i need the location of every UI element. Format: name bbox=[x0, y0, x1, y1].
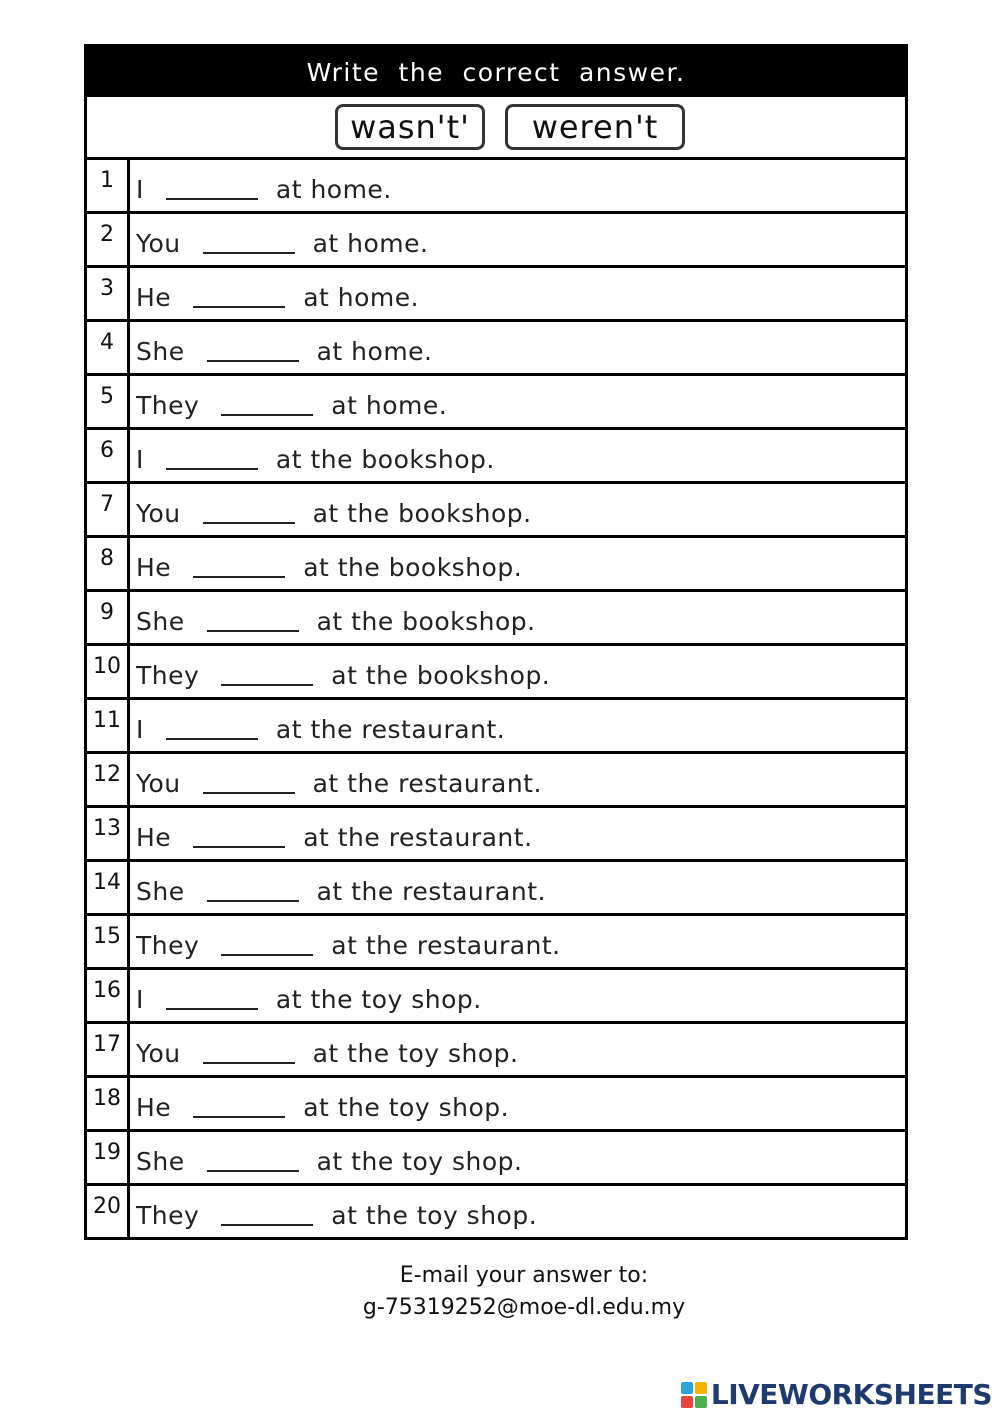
question-number: 5 bbox=[87, 376, 130, 427]
question-row bbox=[87, 646, 905, 700]
question-sentence bbox=[130, 592, 905, 643]
question-row bbox=[87, 1132, 905, 1186]
sentence-rest: at the bookshop. bbox=[312, 499, 532, 528]
question-number: 12 bbox=[87, 754, 130, 805]
sentence-subject: You bbox=[136, 499, 181, 528]
sentence-rest: at the restaurant. bbox=[275, 715, 506, 744]
sentence-subject: He bbox=[136, 1093, 172, 1122]
sentence-rest: at the bookshop. bbox=[275, 445, 495, 474]
question-number: 6 bbox=[87, 430, 130, 481]
question-row bbox=[87, 700, 905, 754]
answer-blank[interactable] bbox=[207, 612, 299, 632]
sentence-rest: at home. bbox=[275, 175, 392, 204]
brand-logo bbox=[681, 1378, 992, 1411]
question-row bbox=[87, 916, 905, 970]
sentence-subject: He bbox=[136, 553, 172, 582]
question-row bbox=[87, 376, 905, 430]
question-list bbox=[87, 160, 905, 1237]
answer-blank[interactable] bbox=[207, 1152, 299, 1172]
question-sentence bbox=[130, 538, 905, 589]
sentence-subject: You bbox=[136, 769, 181, 798]
answer-blank[interactable] bbox=[221, 1206, 313, 1226]
answer-blank[interactable] bbox=[203, 504, 295, 524]
sentence-subject: You bbox=[136, 1039, 181, 1068]
question-row bbox=[87, 970, 905, 1024]
sentence-rest: at home. bbox=[331, 391, 448, 420]
question-sentence bbox=[130, 808, 905, 859]
sentence-rest: at the restaurant. bbox=[303, 823, 533, 852]
word-bank-option-wasnt[interactable]: wasn't' bbox=[335, 104, 485, 150]
sentence-rest: at home. bbox=[316, 337, 433, 366]
question-sentence bbox=[130, 970, 905, 1021]
answer-blank[interactable] bbox=[221, 396, 313, 416]
question-row bbox=[87, 592, 905, 646]
sentence-subject: I bbox=[136, 175, 144, 204]
sentence-rest: at the toy shop. bbox=[303, 1093, 510, 1122]
question-number: 1 bbox=[87, 160, 130, 211]
worksheet bbox=[84, 44, 908, 1240]
sentence-subject: I bbox=[136, 985, 144, 1014]
liveworksheets-logo-icon bbox=[681, 1382, 707, 1408]
question-number: 2 bbox=[87, 214, 130, 265]
question-sentence bbox=[130, 376, 905, 427]
answer-blank[interactable] bbox=[193, 828, 285, 848]
question-sentence bbox=[130, 1132, 905, 1183]
question-row bbox=[87, 1024, 905, 1078]
sentence-subject: She bbox=[136, 877, 185, 906]
footer-email: g-75319252@moe-dl.edu.my bbox=[362, 1295, 686, 1320]
question-row bbox=[87, 484, 905, 538]
footer bbox=[0, 1260, 1000, 1324]
sentence-subject: They bbox=[136, 1201, 200, 1230]
question-number: 11 bbox=[87, 700, 130, 751]
answer-blank[interactable] bbox=[166, 450, 258, 470]
question-sentence bbox=[130, 268, 905, 319]
answer-blank[interactable] bbox=[193, 558, 285, 578]
footer-instruction: E-mail your answer to: bbox=[399, 1263, 649, 1288]
question-number: 19 bbox=[87, 1132, 130, 1183]
question-number: 16 bbox=[87, 970, 130, 1021]
answer-blank[interactable] bbox=[203, 774, 295, 794]
question-sentence bbox=[130, 754, 905, 805]
sentence-subject: She bbox=[136, 1147, 185, 1176]
sentence-rest: at the restaurant. bbox=[312, 769, 542, 798]
question-row bbox=[87, 754, 905, 808]
sentence-subject: I bbox=[136, 715, 144, 744]
question-sentence bbox=[130, 862, 905, 913]
word-bank-option-werent[interactable]: weren't bbox=[505, 104, 685, 150]
question-row bbox=[87, 160, 905, 214]
word-bank bbox=[87, 97, 905, 160]
question-number: 7 bbox=[87, 484, 130, 535]
logo-square bbox=[681, 1382, 693, 1394]
sentence-subject: He bbox=[136, 283, 172, 312]
sentence-subject: I bbox=[136, 445, 144, 474]
question-sentence bbox=[130, 646, 905, 697]
sentence-subject: She bbox=[136, 337, 185, 366]
answer-blank[interactable] bbox=[193, 1098, 285, 1118]
question-sentence bbox=[130, 322, 905, 373]
question-row bbox=[87, 538, 905, 592]
sentence-rest: at home. bbox=[312, 229, 429, 258]
sentence-rest: at home. bbox=[303, 283, 420, 312]
sentence-rest: at the toy shop. bbox=[316, 1147, 523, 1176]
question-row bbox=[87, 1078, 905, 1132]
sentence-subject: He bbox=[136, 823, 172, 852]
question-number: 14 bbox=[87, 862, 130, 913]
question-number: 3 bbox=[87, 268, 130, 319]
question-number: 17 bbox=[87, 1024, 130, 1075]
question-row bbox=[87, 430, 905, 484]
sentence-rest: at the bookshop. bbox=[316, 607, 536, 636]
question-sentence bbox=[130, 700, 905, 751]
question-sentence bbox=[130, 1186, 905, 1237]
sentence-rest: at the toy shop. bbox=[331, 1201, 538, 1230]
question-number: 8 bbox=[87, 538, 130, 589]
answer-blank[interactable] bbox=[221, 936, 313, 956]
question-row bbox=[87, 268, 905, 322]
question-number: 20 bbox=[87, 1186, 130, 1237]
question-sentence bbox=[130, 214, 905, 265]
question-sentence bbox=[130, 430, 905, 481]
question-sentence bbox=[130, 484, 905, 535]
sentence-rest: at the toy shop. bbox=[312, 1039, 519, 1068]
question-row bbox=[87, 808, 905, 862]
sentence-rest: at the restaurant. bbox=[331, 931, 561, 960]
sentence-subject: You bbox=[136, 229, 181, 258]
logo-square bbox=[681, 1396, 693, 1408]
brand-name: LIVEWORKSHEETS bbox=[710, 1378, 992, 1411]
logo-square bbox=[695, 1396, 707, 1408]
sentence-rest: at the bookshop. bbox=[303, 553, 523, 582]
answer-blank[interactable] bbox=[207, 342, 299, 362]
question-number: 9 bbox=[87, 592, 130, 643]
answer-blank[interactable] bbox=[166, 990, 258, 1010]
question-row bbox=[87, 214, 905, 268]
question-sentence bbox=[130, 160, 905, 211]
sentence-subject: They bbox=[136, 391, 200, 420]
question-sentence bbox=[130, 1078, 905, 1129]
worksheet-title: Write the correct answer. bbox=[87, 47, 905, 97]
answer-blank[interactable] bbox=[203, 234, 295, 254]
answer-blank[interactable] bbox=[166, 720, 258, 740]
answer-blank[interactable] bbox=[193, 288, 285, 308]
question-sentence bbox=[130, 1024, 905, 1075]
sentence-subject: She bbox=[136, 607, 185, 636]
question-number: 18 bbox=[87, 1078, 130, 1129]
sentence-subject: They bbox=[136, 931, 200, 960]
question-number: 15 bbox=[87, 916, 130, 967]
sentence-subject: They bbox=[136, 661, 200, 690]
question-number: 13 bbox=[87, 808, 130, 859]
sentence-rest: at the toy shop. bbox=[275, 985, 482, 1014]
question-number: 4 bbox=[87, 322, 130, 373]
answer-blank[interactable] bbox=[221, 666, 313, 686]
question-sentence bbox=[130, 916, 905, 967]
answer-blank[interactable] bbox=[207, 882, 299, 902]
answer-blank[interactable] bbox=[203, 1044, 295, 1064]
sentence-rest: at the bookshop. bbox=[331, 661, 551, 690]
question-row bbox=[87, 322, 905, 376]
sentence-rest: at the restaurant. bbox=[316, 877, 546, 906]
question-row bbox=[87, 862, 905, 916]
answer-blank[interactable] bbox=[166, 180, 258, 200]
logo-square bbox=[695, 1382, 707, 1394]
question-number: 10 bbox=[87, 646, 130, 697]
question-row bbox=[87, 1186, 905, 1237]
